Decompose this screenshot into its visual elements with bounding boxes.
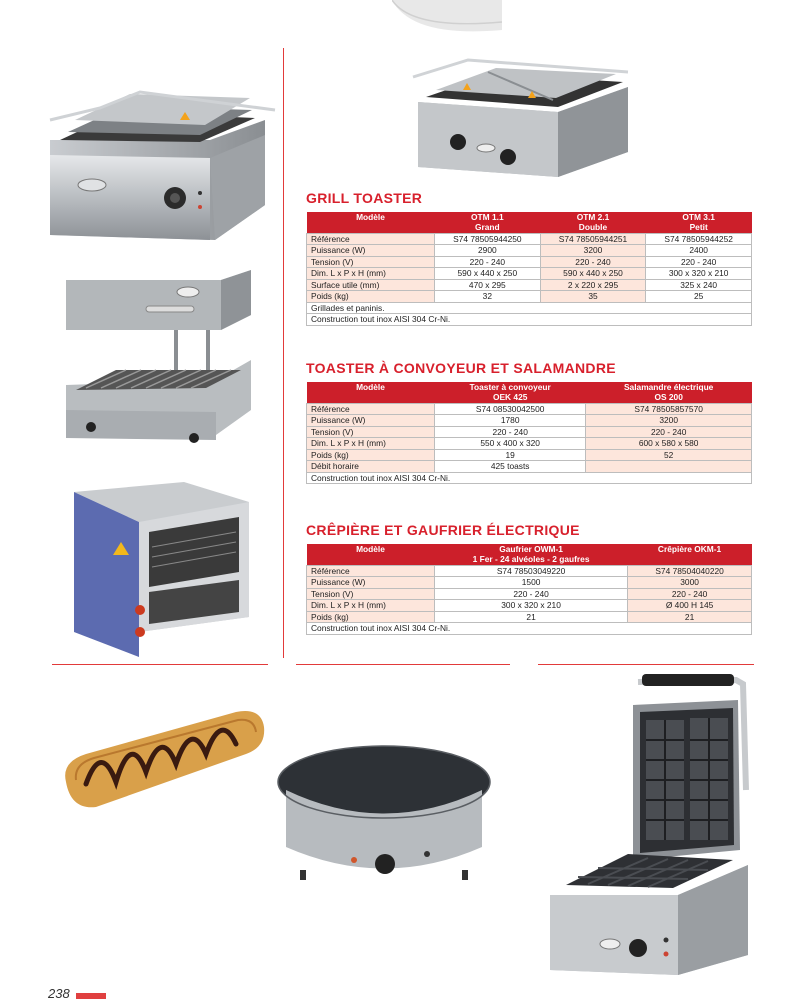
table-cell: 21	[628, 611, 752, 623]
table-row	[307, 449, 752, 461]
table-cell: 25	[646, 291, 752, 303]
header-cell: OTM 2.1 Double	[540, 212, 646, 233]
table-cell: 220 - 240	[646, 256, 752, 268]
table-row	[307, 245, 752, 257]
table-cell: 425 toasts	[435, 461, 586, 473]
table-cell: 1780	[435, 415, 586, 427]
table-row	[307, 268, 752, 280]
table-cell: 52	[586, 449, 752, 461]
section-title: CRÊPIÈRE ET GAUFRIER ÉLECTRIQUE	[306, 522, 580, 538]
table-row	[307, 565, 752, 577]
table-cell: 300 x 320 x 210	[435, 600, 628, 612]
vertical-divider	[283, 48, 284, 658]
table-row	[307, 415, 752, 427]
table-header-row	[307, 212, 752, 233]
table-cell: S74 78505944250	[435, 233, 541, 245]
spec-table-grill-toaster	[306, 212, 752, 326]
row-label: Dim. L x P x H (mm)	[307, 268, 435, 280]
table-cell: 2900	[435, 245, 541, 257]
table-cell	[586, 461, 752, 473]
grill-toaster-large-image	[40, 80, 280, 250]
row-label: Surface utile (mm)	[307, 279, 435, 291]
table-note-row	[307, 302, 752, 314]
row-label: Poids (kg)	[307, 291, 435, 303]
header-cell: Salamandre électrique OS 200	[586, 382, 752, 403]
gaufrier-image	[548, 670, 758, 980]
table-row	[307, 256, 752, 268]
conveyor-toaster-image	[64, 472, 264, 662]
table-cell: 220 - 240	[540, 256, 646, 268]
page-number: 238	[48, 986, 70, 1001]
horizontal-divider-left	[52, 664, 268, 665]
header-cell: Crêpière OKM-1	[628, 544, 752, 565]
table-cell: 590 x 440 x 250	[435, 268, 541, 280]
header-cell: Modèle	[307, 544, 435, 565]
table-row	[307, 611, 752, 623]
table-cell: 3200	[586, 415, 752, 427]
table-row	[307, 233, 752, 245]
crepe-image	[56, 692, 270, 822]
table-note: Construction tout inox AISI 304 Cr-Ni.	[307, 314, 752, 326]
table-cell: 600 x 580 x 580	[586, 438, 752, 450]
table-note: Construction tout inox AISI 304 Cr-Ni.	[307, 472, 752, 484]
table-note-row	[307, 623, 752, 635]
table-row	[307, 577, 752, 589]
horizontal-divider-right	[538, 664, 754, 665]
crepiere-image	[272, 742, 502, 892]
table-row	[307, 403, 752, 415]
spec-table-toaster-salamandre	[306, 382, 752, 484]
table-cell: 19	[435, 449, 586, 461]
spec-table-crepiere-gaufrier	[306, 544, 752, 635]
row-label: Débit horaire	[307, 461, 435, 473]
table-cell: 2 x 220 x 295	[540, 279, 646, 291]
table-cell: 220 - 240	[586, 426, 752, 438]
header-cell: Modèle	[307, 212, 435, 233]
row-label: Tension (V)	[307, 426, 435, 438]
table-note-row	[307, 472, 752, 484]
header-cell: Toaster à convoyeur OEK 425	[435, 382, 586, 403]
header-cell: OTM 1.1 Grand	[435, 212, 541, 233]
salamandre-image	[56, 270, 256, 460]
table-row	[307, 600, 752, 612]
table-cell: 300 x 320 x 210	[646, 268, 752, 280]
row-label: Dim. L x P x H (mm)	[307, 600, 435, 612]
table-cell: 220 - 240	[435, 426, 586, 438]
table-cell: 1500	[435, 577, 628, 589]
table-cell: S74 78505944252	[646, 233, 752, 245]
table-cell: 2400	[646, 245, 752, 257]
table-cell: 35	[540, 291, 646, 303]
table-row	[307, 426, 752, 438]
table-cell: 590 x 440 x 250	[540, 268, 646, 280]
table-note-row	[307, 314, 752, 326]
row-label: Référence	[307, 565, 435, 577]
table-header-row	[307, 544, 752, 565]
table-cell: S74 78504040220	[628, 565, 752, 577]
table-cell: 32	[435, 291, 541, 303]
table-cell: Ø 400 H 145	[628, 600, 752, 612]
row-label: Référence	[307, 403, 435, 415]
table-cell: S74 08530042500	[435, 403, 586, 415]
header-cell: Modèle	[307, 382, 435, 403]
row-label: Référence	[307, 233, 435, 245]
table-note: Construction tout inox AISI 304 Cr-Ni.	[307, 623, 752, 635]
header-cell: Gaufrier OWM-1 1 Fer - 24 alvéoles - 2 gaufres	[435, 544, 628, 565]
horizontal-divider-middle	[296, 664, 510, 665]
section-title: GRILL TOASTER	[306, 190, 423, 206]
table-row	[307, 438, 752, 450]
section-toaster-salamandre	[306, 360, 752, 484]
page-number-bar	[76, 993, 106, 999]
row-label: Dim. L x P x H (mm)	[307, 438, 435, 450]
row-label: Tension (V)	[307, 588, 435, 600]
section-crepiere-gaufrier	[306, 522, 752, 635]
section-title: TOASTER À CONVOYEUR ET SALAMANDRE	[306, 360, 616, 376]
top-swoosh-decoration	[392, 0, 502, 40]
table-cell: 325 x 240	[646, 279, 752, 291]
grill-toaster-double-image	[408, 52, 633, 182]
table-row	[307, 291, 752, 303]
row-label: Tension (V)	[307, 256, 435, 268]
table-row	[307, 279, 752, 291]
table-cell: 3200	[540, 245, 646, 257]
row-label: Poids (kg)	[307, 449, 435, 461]
section-grill-toaster	[306, 190, 752, 326]
header-cell: OTM 3.1 Petit	[646, 212, 752, 233]
table-cell: 550 x 400 x 320	[435, 438, 586, 450]
row-label: Puissance (W)	[307, 245, 435, 257]
table-cell: S74 78505944251	[540, 233, 646, 245]
table-cell: 220 - 240	[628, 588, 752, 600]
row-label: Puissance (W)	[307, 577, 435, 589]
table-header-row	[307, 382, 752, 403]
table-cell: 220 - 240	[435, 588, 628, 600]
table-cell: 3000	[628, 577, 752, 589]
row-label: Puissance (W)	[307, 415, 435, 427]
table-note: Grillades et paninis.	[307, 302, 752, 314]
table-cell: 21	[435, 611, 628, 623]
table-cell: 220 - 240	[435, 256, 541, 268]
row-label: Poids (kg)	[307, 611, 435, 623]
table-row	[307, 588, 752, 600]
table-cell: 470 x 295	[435, 279, 541, 291]
table-cell: S74 78503049220	[435, 565, 628, 577]
table-cell: S74 78505857570	[586, 403, 752, 415]
table-row	[307, 461, 752, 473]
